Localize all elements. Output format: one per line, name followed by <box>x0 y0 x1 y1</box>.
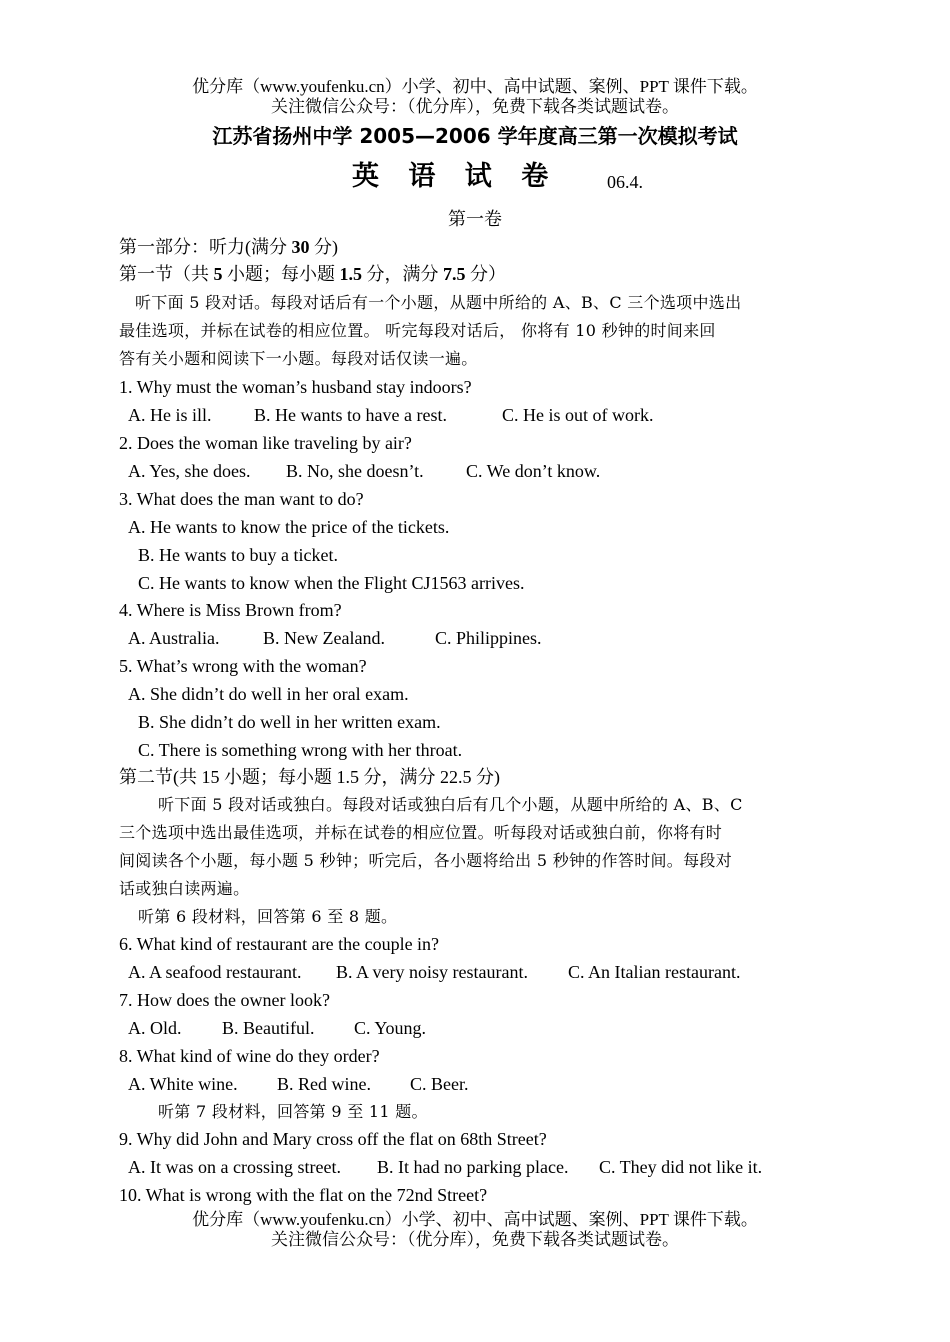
q5-option-b: B. She didn’t do well in her written exam. <box>138 712 441 732</box>
q9-stem: 9. Why did John and Mary cross off the flat on 68th Street? <box>119 1129 547 1149</box>
section1-each-score: 1.5 <box>339 264 362 284</box>
q8-option-a: A. White wine. <box>128 1074 238 1094</box>
q3-stem: 3. What does the man want to do? <box>119 489 364 509</box>
q6-stem: 6. What kind of restaurant are the couple in? <box>119 934 440 954</box>
q1-option-b: B. He wants to have a rest. <box>254 405 447 425</box>
section1-heading <box>119 262 506 286</box>
exam-title: 英 语 试 卷 <box>352 161 559 192</box>
q1-option-a: A. He is ill. <box>128 405 212 425</box>
part1-heading <box>119 235 338 259</box>
q10-stem: 10. What is wrong with the flat on the 72nd Street? <box>119 1185 488 1205</box>
q6-option-a: A. A seafood restaurant. <box>128 962 302 982</box>
banner-top-line1: 优分库（www.youfenku.cn）小学、初中、高中试题、案例、PPT 课件下载。 <box>192 77 758 96</box>
q4-option-b: B. New Zealand. <box>263 628 385 648</box>
q2-stem: 2. Does the woman like traveling by air? <box>119 433 412 453</box>
banner-bottom-line1: 优分库（www.youfenku.cn）小学、初中、高中试题、案例、PPT 课件下载。 <box>192 1210 758 1229</box>
section2-instruction-1: 听下面 5 段对话或独白。每段对话或独白后有几个小题，从题中所给的 A、B、C <box>158 795 743 814</box>
q2-option-b: B. No, she doesn’t. <box>286 461 424 481</box>
q6-option-c: C. An Italian restaurant. <box>568 962 741 982</box>
q2-option-c: C. We don’t know. <box>466 461 601 481</box>
section2-instruction-2: 三个选项中选出最佳选项，并标在试卷的相应位置。听每段对话或独白前，你将有时 <box>119 823 723 842</box>
section2-instruction-4: 话或独白读两遍。 <box>119 879 250 898</box>
q7-stem: 7. How does the owner look? <box>119 990 330 1010</box>
q3-option-a: A. He wants to know the price of the tickets. <box>128 517 450 537</box>
q1-stem: 1. Why must the woman’s husband stay indoors? <box>119 377 472 397</box>
section1-total-score: 7.5 <box>443 264 466 284</box>
section2-heading: 第二节(共 15 小题；每小题 1.5 分，满分 22.5 分) <box>119 767 500 787</box>
volume-label: 第一卷 <box>448 209 502 229</box>
q4-option-a: A. Australia. <box>128 628 220 648</box>
section1-text-1: 第一节（共 <box>119 264 214 284</box>
part1-score: 30 <box>291 237 310 257</box>
q4-option-c: C. Philippines. <box>435 628 542 648</box>
material-7-note: 听第 7 段材料，回答第 9 至 11 题。 <box>158 1102 428 1121</box>
section2-instruction-3: 间阅读各个小题，每小题 5 秒钟；听完后，各小题将给出 5 秒钟的作答时间。每段对 <box>119 851 733 870</box>
q3-option-b: B. He wants to buy a ticket. <box>138 545 338 565</box>
q5-option-c: C. There is something wrong with her throat. <box>138 740 463 760</box>
q5-option-a: A. She didn’t do well in her oral exam. <box>128 684 409 704</box>
exam-date: 06.4. <box>607 172 643 192</box>
section1-text-2: 小题；每小题 <box>222 264 340 284</box>
q7-option-b: B. Beautiful. <box>222 1018 315 1038</box>
section1-instruction-3: 答有关小题和阅读下一小题。每段对话仅读一遍。 <box>119 349 478 368</box>
part1-suffix: 分) <box>309 237 338 257</box>
section1-text-4: 分） <box>465 264 506 284</box>
section1-instruction-1: 听下面 5 段对话。每段对话后有一个小题，从题中所给的 A、B、C 三个选项中选出 <box>135 293 742 312</box>
q4-stem: 4. Where is Miss Brown from? <box>119 600 342 620</box>
q1-option-c: C. He is out of work. <box>502 405 654 425</box>
section1-count: 5 <box>213 264 223 284</box>
q9-option-c: C. They did not like it. <box>599 1157 763 1177</box>
banner-top-line2: 关注微信公众号：（优分库），免费下载各类试题试卷。 <box>271 97 679 116</box>
q9-option-a: A. It was on a crossing street. <box>128 1157 341 1177</box>
q3-option-c: C. He wants to know when the Flight CJ1563 arrives. <box>138 573 525 593</box>
q8-stem: 8. What kind of wine do they order? <box>119 1046 380 1066</box>
q6-option-b: B. A very noisy restaurant. <box>336 962 528 982</box>
school-title: 江苏省扬州中学 2005—2006 学年度高三第一次模拟考试 <box>212 124 738 148</box>
q2-option-a: A. Yes, she does. <box>128 461 251 481</box>
q7-option-c: C. Young. <box>354 1018 427 1038</box>
section1-text-3: 分，满分 <box>362 264 443 284</box>
section1-instruction-2: 最佳选项，并标在试卷的相应位置。 听完每段对话后， 你将有 10 秒钟的时间来回 <box>119 321 716 340</box>
q7-option-a: A. Old. <box>128 1018 182 1038</box>
q8-option-c: C. Beer. <box>410 1074 469 1094</box>
material-6-note: 听第 6 段材料，回答第 6 至 8 题。 <box>138 907 398 926</box>
q5-stem: 5. What’s wrong with the woman? <box>119 656 367 676</box>
q9-option-b: B. It had no parking place. <box>377 1157 569 1177</box>
banner-bottom-line2: 关注微信公众号：（优分库），免费下载各类试题试卷。 <box>271 1230 679 1249</box>
q8-option-b: B. Red wine. <box>277 1074 371 1094</box>
part1-prefix: 第一部分：听力(满分 <box>119 237 292 257</box>
